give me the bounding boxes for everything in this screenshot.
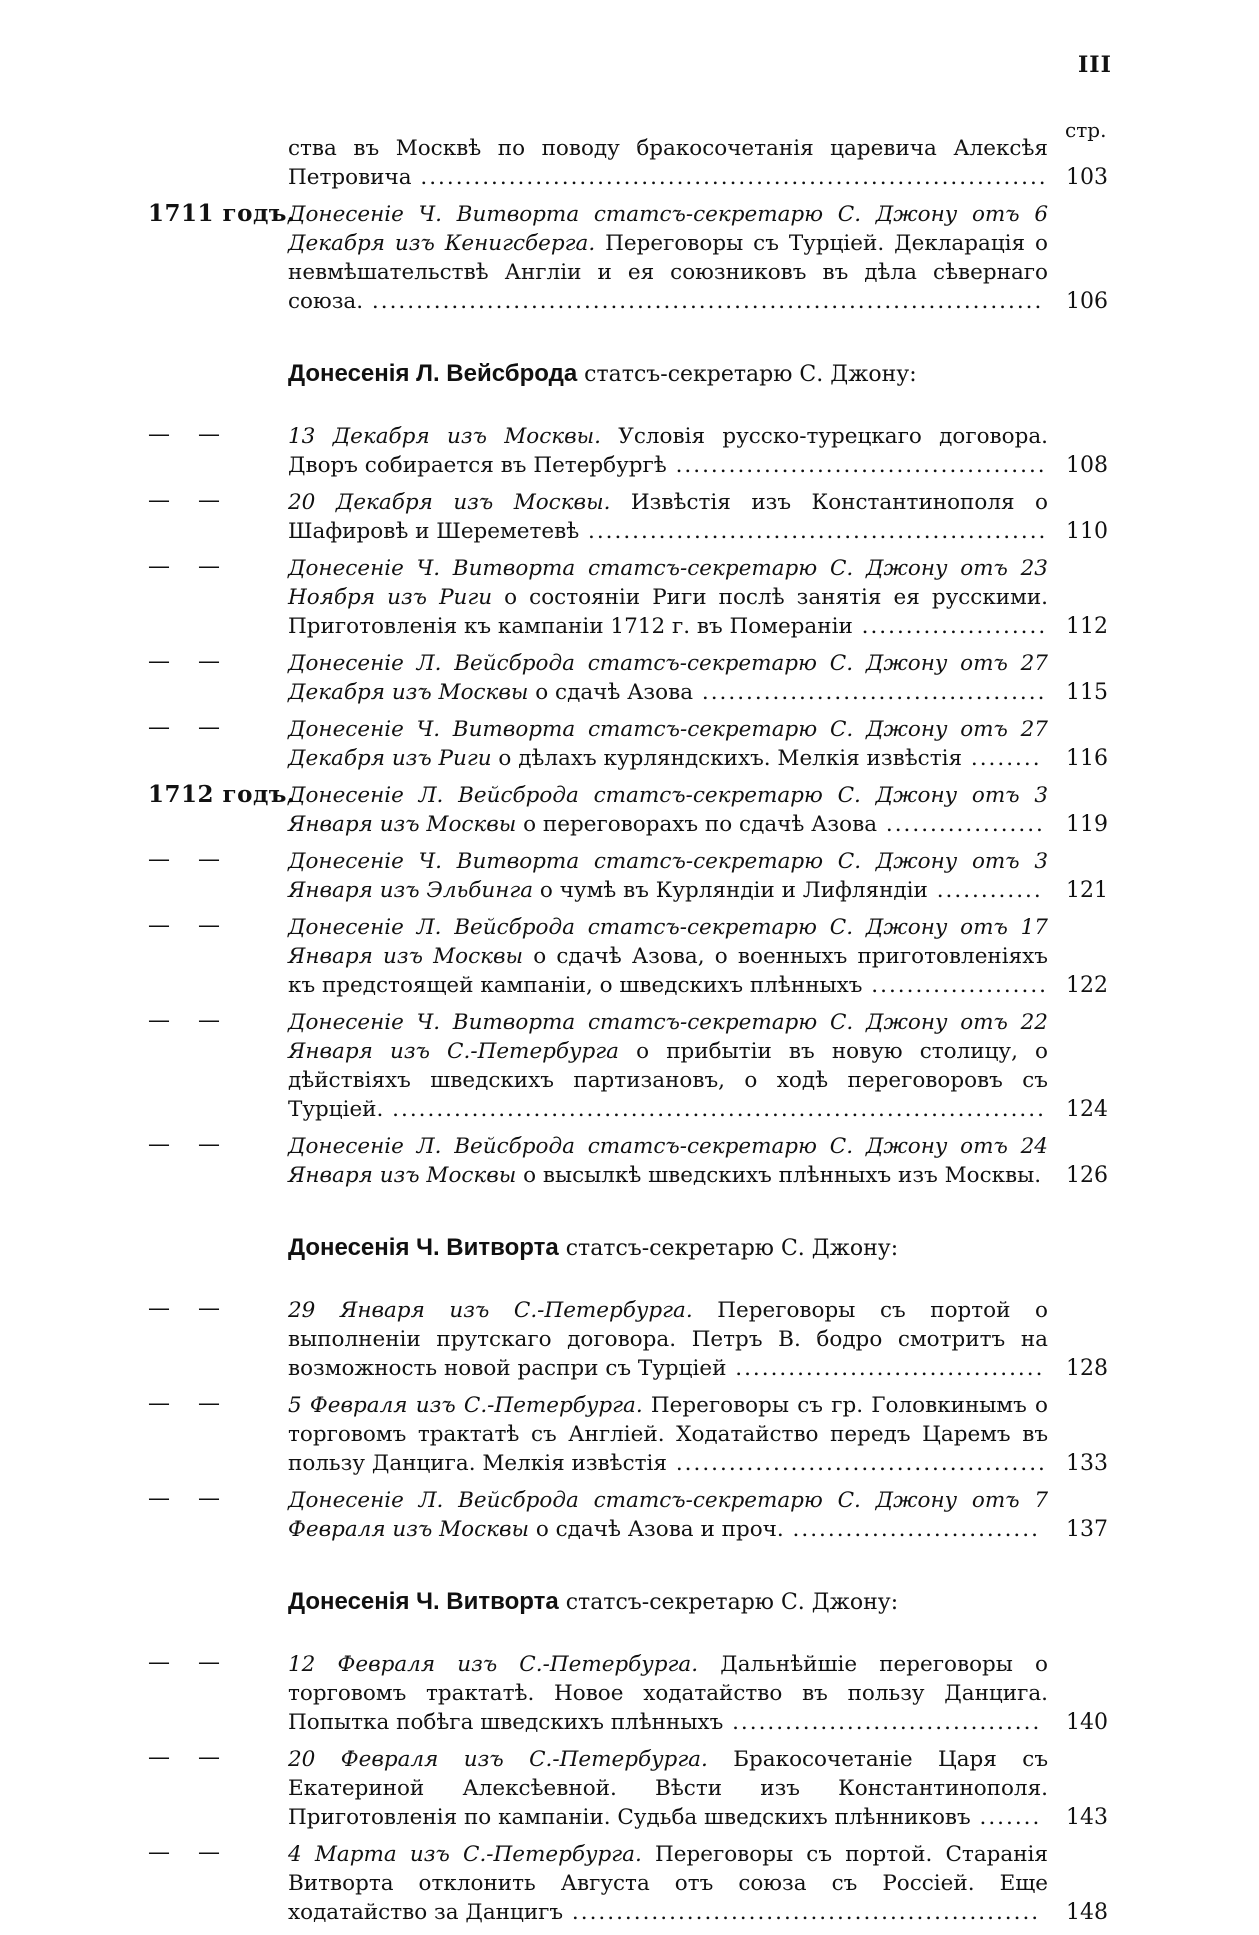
dot-leader: .................. [877, 812, 1045, 837]
toc-entry[interactable] [148, 1008, 1108, 1124]
entry-gutter [148, 200, 296, 227]
entry-description [288, 781, 1048, 839]
toc-entry[interactable] [148, 913, 1108, 1000]
entry-title: 4 Марта изъ С.-Петербурга. [288, 1842, 642, 1867]
entry-description [288, 649, 1048, 707]
page-ref: 122 [1066, 973, 1108, 998]
page-ref: 124 [1066, 1097, 1108, 1122]
entry-description [288, 847, 1048, 905]
toc-entry[interactable] [148, 200, 1108, 316]
entry-title: Донесеніе Л. Вейсброда статсъ-секретарю С. Джону отъ 7 Февраля изъ Москвы [288, 1488, 1048, 1542]
section-heading-recipient: статсъ-секретарю С. Джону: [558, 1590, 899, 1615]
page-ref: 110 [1066, 519, 1108, 544]
entry-text: Дальнѣйшіе переговоры о торговомъ трактатѣ. Новое ходатайство въ пользу Данцига. Попытка побѣга шведскихъ плѣнныхъ [288, 1652, 1048, 1735]
entry-gutter [148, 554, 288, 579]
ditto-dash: — [198, 422, 220, 447]
dot-leader: ..................................................... [563, 1900, 1041, 1925]
ditto-dash: — [198, 1132, 220, 1157]
entry-title: Донесеніе Л. Вейсброда статсъ-секретарю С. Джону отъ 3 Января изъ Москвы [288, 783, 1048, 837]
ditto-dash: — [198, 913, 220, 938]
dot-leader: ............................ [783, 1517, 1040, 1542]
entry-description [288, 715, 1048, 773]
entry-text: Переговоры съ портой. Старанія Витворта отклонить Августа отъ союза съ Россіей. Еще ходатайство за Данцигъ [288, 1842, 1048, 1925]
dot-leader: ....... [970, 1805, 1042, 1830]
page-column-label: стр. [1065, 118, 1107, 142]
dot-leader: .......................................... [667, 1451, 1047, 1476]
entry-gutter [148, 1650, 288, 1675]
ditto-dash: — [148, 488, 170, 513]
page-ref: 119 [1066, 812, 1108, 837]
entry-gutter [148, 1132, 288, 1157]
toc-entry[interactable] [148, 488, 1108, 546]
entry-title: Донесеніе Л. Вейсброда статсъ-секретарю С. Джону отъ 24 Января изъ Москвы [288, 1134, 1048, 1188]
dot-leader: ................................... [723, 1710, 1042, 1735]
ditto-dash: — [148, 847, 170, 872]
entry-description [288, 488, 1048, 546]
dot-leader: .......................................... [666, 453, 1047, 478]
entry-description [288, 1840, 1048, 1927]
entry-description [288, 1296, 1048, 1383]
ditto-dash: — [198, 1745, 220, 1770]
ditto-dash: — [148, 1296, 170, 1321]
ditto-dash: — [148, 1650, 170, 1675]
dot-leader: .................... [862, 973, 1048, 998]
dot-leader: .................................................... [579, 519, 1048, 544]
toc-entry[interactable] [148, 1296, 1108, 1383]
page-ref: 121 [1066, 878, 1108, 903]
entry-description [288, 554, 1048, 641]
entry-title: Донесеніе Ч. Витворта статсъ-секретарю С. Джону отъ 22 Января изъ С.-Петербурга [288, 1010, 1048, 1064]
ditto-dash: — [198, 1296, 220, 1321]
ditto-dash: — [198, 1840, 220, 1865]
section-heading-recipient: статсъ-секретарю С. Джону: [577, 362, 917, 387]
page-ref: 115 [1066, 680, 1108, 705]
entry-text: о сдачѣ Азова и проч. [529, 1517, 784, 1542]
entry-description [288, 1486, 1048, 1544]
entry-text: о сдачѣ Азова, о военныхъ приготовленіяхъ къ предстоящей кампаніи, о шведскихъ плѣнныхъ [288, 944, 1048, 998]
page-ref: 108 [1066, 453, 1108, 478]
entry-title: Донесеніе Л. Вейсброда статсъ-секретарю С. Джону отъ 27 Декабря изъ Москвы [288, 651, 1048, 705]
toc-entry[interactable] [148, 1745, 1108, 1832]
year-label: 1711 годъ. [148, 200, 296, 227]
entry-text: о состояніи Риги послѣ занятія ея русскими. Приготовленія къ кампаніи 1712 г. въ Помераніи [288, 585, 1048, 639]
toc-entry[interactable] [148, 847, 1108, 905]
section-heading-author: Донесенія Ч. Витворта [288, 1234, 559, 1261]
entry-text: Извѣстія изъ Константинополя о Шафировѣ и Шереметевѣ [288, 490, 1048, 544]
entry-gutter [148, 1008, 288, 1033]
ditto-dash: — [198, 1650, 220, 1675]
entry-text: о высылкѣ шведскихъ плѣнныхъ изъ Москвы. [516, 1163, 1042, 1188]
entry-text: Переговоры съ Турціей. Декларація о невмѣшательствѣ Англіи и ея союзниковъ въ дѣла сѣвернаго союза. [288, 231, 1048, 314]
entry-title: 20 Февраля изъ С.-Петербурга. [288, 1747, 708, 1772]
ditto-dash: — [148, 1745, 170, 1770]
entry-gutter [148, 1391, 288, 1416]
page-ref: 128 [1066, 1356, 1108, 1381]
ditto-dash: — [148, 913, 170, 938]
ditto-dash: — [148, 1840, 170, 1865]
entry-text: о прибытіи въ новую столицу, о дѣйствіяхъ шведскихъ партизановъ, о ходѣ переговоровъ съ Турціей. [288, 1039, 1048, 1122]
ditto-dash: — [198, 847, 220, 872]
entry-gutter [148, 1296, 288, 1321]
toc-entry[interactable] [148, 1486, 1108, 1544]
ditto-dash: — [198, 715, 220, 740]
entry-text: Условія русско-турецкаго договора. Дворъ собирается въ Петербургѣ [288, 424, 1048, 478]
page-ref: 143 [1066, 1805, 1108, 1830]
ditto-dash: — [198, 1486, 220, 1511]
page-number: III [1078, 52, 1112, 78]
toc-entry[interactable] [148, 1132, 1108, 1190]
toc-entry[interactable] [148, 1840, 1108, 1927]
page-ref: 126 [1066, 1163, 1108, 1188]
toc-entry[interactable] [148, 649, 1108, 707]
toc-entry[interactable] [148, 715, 1108, 773]
entry-description [288, 913, 1048, 1000]
year-label: 1712 годъ. [148, 781, 296, 808]
entry-title: 13 Декабря изъ Москвы. [288, 424, 601, 449]
ditto-dash: — [198, 649, 220, 674]
entry-gutter [148, 1486, 288, 1511]
entry-gutter [148, 1745, 288, 1770]
section-heading-recipient: статсъ-секретарю С. Джону: [558, 1236, 899, 1261]
entry-title: 12 Февраля изъ С.-Петербурга. [288, 1652, 699, 1677]
entry-title: 20 Декабря изъ Москвы. [288, 490, 611, 515]
toc-entry[interactable] [148, 134, 1108, 192]
toc-entry[interactable] [148, 422, 1108, 480]
entry-gutter [148, 1840, 288, 1865]
ditto-dash: — [198, 554, 220, 579]
entry-title: 5 Февраля изъ С.-Петербурга. [288, 1393, 643, 1418]
ditto-dash: — [198, 1391, 220, 1416]
entry-gutter [148, 847, 288, 872]
section-heading-author: Донесенія Ч. Витворта [288, 1588, 559, 1615]
section-heading [288, 1588, 1108, 1616]
toc-entry[interactable] [148, 1650, 1108, 1737]
dot-leader: ....................................................................... [411, 165, 1048, 190]
toc-entry[interactable] [148, 1391, 1108, 1478]
section-heading [288, 360, 1108, 388]
page-ref: 103 [1066, 165, 1108, 190]
ditto-dash: — [148, 554, 170, 579]
entry-title: Донесеніе Л. Вейсброда статсъ-секретарю С. Джону отъ 17 Января изъ Москвы [288, 915, 1048, 969]
entry-title: Донесеніе Ч. Витворта статсъ-секретарю С. Джону отъ 6 Декабря изъ Кенигсберга. [288, 202, 1048, 256]
ditto-dash: — [198, 488, 220, 513]
entry-gutter [148, 913, 288, 938]
entry-text: о сдачѣ Азова [528, 680, 694, 705]
entry-title: Донесеніе Ч. Витворта статсъ-секретарю С. Джону отъ 27 Декабря изъ Риги [288, 717, 1048, 771]
entry-text: Переговоры съ портой о выполненіи прутскаго договора. Петръ В. бодро смотритъ на возможность новой распри съ Турціей [288, 1298, 1048, 1381]
entry-title: Донесеніе Ч. Витворта статсъ-секретарю С. Джону отъ 3 Января изъ Эльбинга [288, 849, 1048, 903]
entry-description [288, 134, 1048, 192]
page-ref: 140 [1066, 1710, 1108, 1735]
page-ref: 106 [1066, 289, 1108, 314]
entry-gutter [148, 488, 288, 513]
entry-description [288, 422, 1048, 480]
ditto-dash: — [148, 1486, 170, 1511]
entry-text: Бракосочетаніе Царя съ Екатериной Алексѣевной. Вѣсти изъ Константинополя. Приготовленія по кампаніи. Судьба шведскихъ плѣнниковъ [288, 1747, 1048, 1830]
ditto-dash: — [148, 649, 170, 674]
page-ref: 112 [1066, 614, 1108, 639]
section-heading-author: Донесенія Л. Вейсброда [288, 360, 578, 387]
entry-text: ства въ Москвѣ по поводу бракосочетанія царевича Алексѣя Петровича [288, 136, 1048, 190]
entry-description [288, 1132, 1048, 1190]
entry-text: о переговорахъ по сдачѣ Азова [516, 812, 878, 837]
entry-description [288, 1391, 1048, 1478]
entry-title: 29 Января изъ С.-Петербурга. [288, 1298, 693, 1323]
entry-gutter [148, 422, 288, 447]
entry-description [288, 200, 1048, 316]
entry-gutter [148, 781, 296, 808]
entry-title: Донесеніе Ч. Витворта статсъ-секретарю С. Джону отъ 23 Ноября изъ Риги [288, 556, 1048, 610]
dot-leader: ..................... [852, 614, 1048, 639]
dot-leader: ................................... [726, 1356, 1045, 1381]
entry-description [288, 1745, 1048, 1832]
entry-description [288, 1650, 1048, 1737]
ditto-dash: — [198, 1008, 220, 1033]
entry-gutter [148, 649, 288, 674]
ditto-dash: — [148, 1391, 170, 1416]
entry-text: Переговоры съ гр. Головкинымъ о торговомъ трактатѣ съ Англіей. Ходатайство передъ Царемъ въ пользу Данцига. Мелкія извѣстія [288, 1393, 1048, 1476]
ditto-dash: — [148, 715, 170, 740]
entry-description [288, 1008, 1048, 1124]
entry-gutter [148, 715, 288, 740]
section-heading [288, 1234, 1108, 1262]
entry-text: о чумѣ въ Курляндіи и Лифляндіи [533, 878, 928, 903]
dot-leader: ............................................................................ [363, 289, 1044, 314]
dot-leader: ............ [927, 878, 1043, 903]
page-ref: 133 [1066, 1451, 1108, 1476]
ditto-dash: — [148, 1008, 170, 1033]
ditto-dash: — [148, 1132, 170, 1157]
dot-leader: ....................................... [693, 680, 1047, 705]
page-ref: 116 [1066, 746, 1108, 771]
entry-text: о дѣлахъ курляндскихъ. Мелкія извѣстія [491, 746, 963, 771]
page-ref: 137 [1066, 1517, 1108, 1542]
ditto-dash: — [148, 422, 170, 447]
toc-entry[interactable] [148, 781, 1108, 839]
table-of-contents [148, 134, 1108, 1935]
page-ref: 148 [1066, 1900, 1108, 1925]
toc-entry[interactable] [148, 554, 1108, 641]
dot-leader: ........ [962, 746, 1042, 771]
dot-leader: .......................................................................... [383, 1097, 1046, 1122]
